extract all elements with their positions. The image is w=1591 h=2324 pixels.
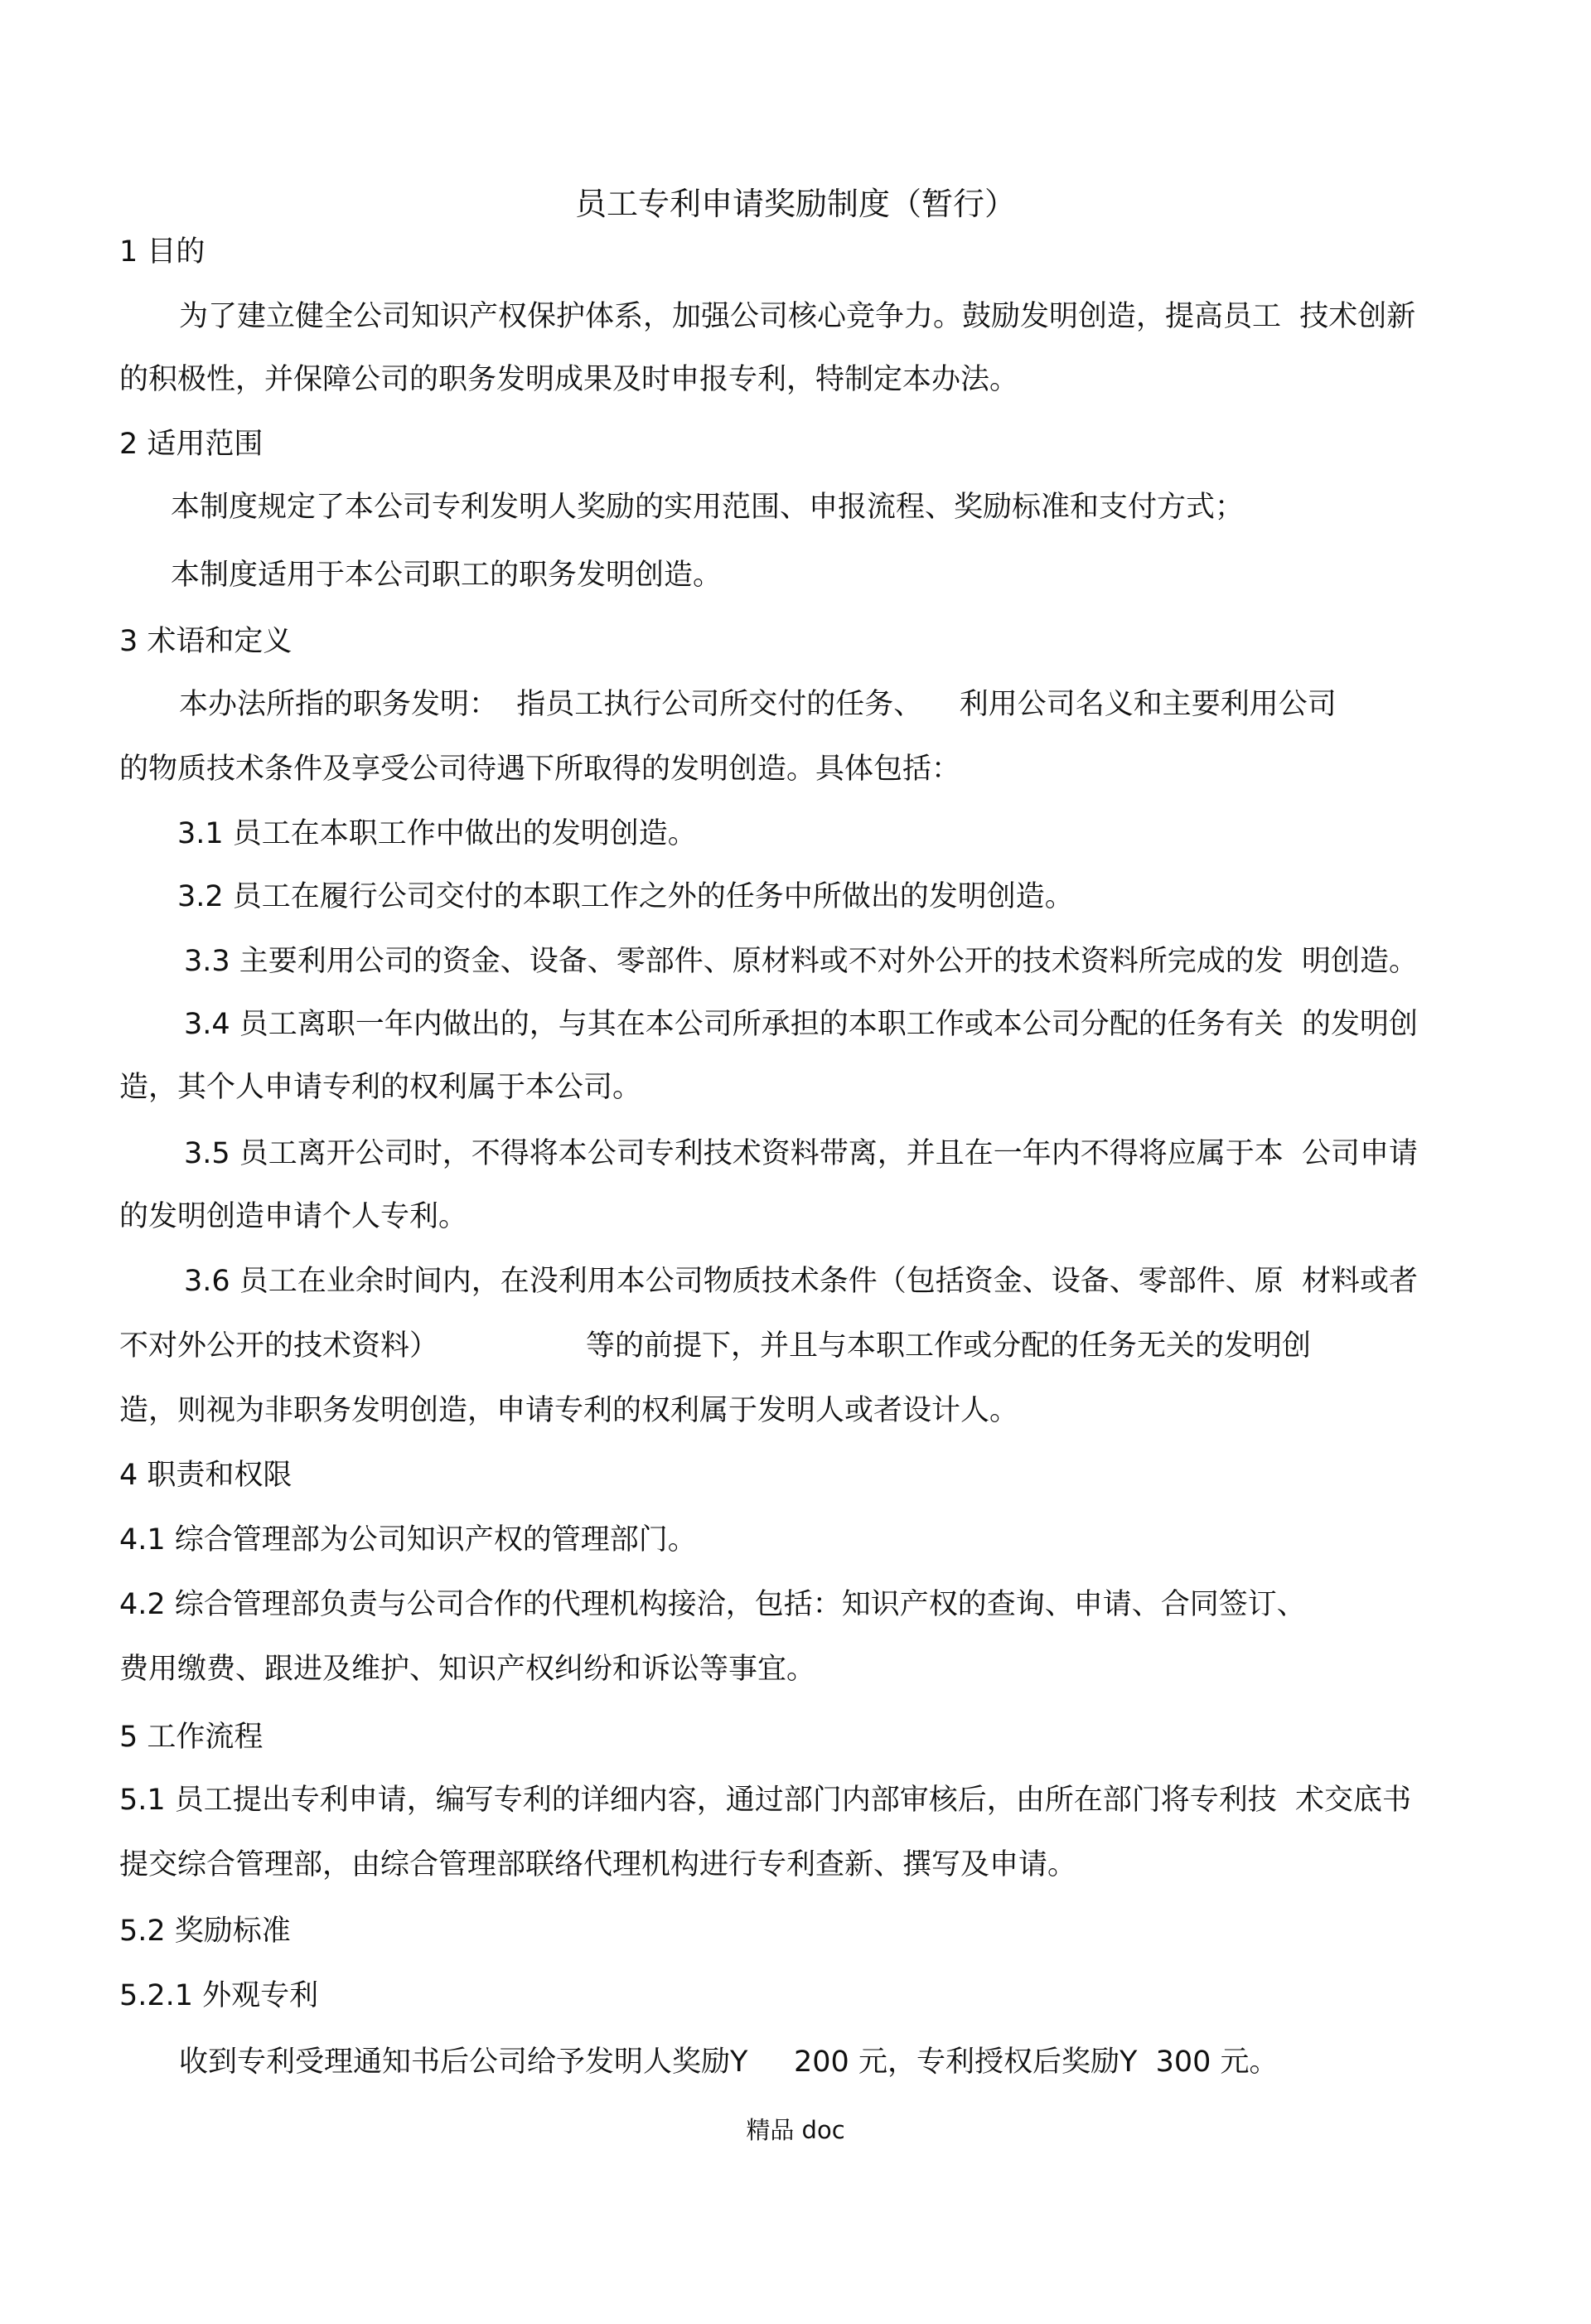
clause-3-2: 3.2 员工在履行公司交付的本职工作之外的任务中所做出的发明创造。 — [177, 880, 1074, 913]
paragraph-line: 不对外公开的技术资料） 等的前提下，并且与本职工作或分配的任务无关的发明创 — [119, 1329, 1312, 1363]
section-heading-2: 2 适用范围 — [119, 428, 264, 461]
paragraph-line: 本制度规定了本公司专利发明人奖励的实用范围、申报流程、奖励标准和支付方式； — [171, 491, 1245, 524]
section-heading-3: 3 术语和定义 — [119, 625, 293, 658]
document-title: 员工专利申请奖励制度（暂行） — [574, 186, 1016, 222]
clause-3-4: 3.4 员工离职一年内做出的，与其在本公司所承担的本职工作或本公司分配的任务有关 的发明创 — [184, 1008, 1419, 1041]
page-footer: 精品 doc — [746, 2116, 845, 2144]
paragraph-line: 的积极性，并保障公司的职务发明成果及时申报专利，特制定本办法。 — [119, 363, 1019, 396]
paragraph-line: 费用缴费、跟进及维护、知识产权纠纷和诉讼等事宜。 — [119, 1653, 816, 1686]
clause-4-1: 4.1 综合管理部为公司知识产权的管理部门。 — [119, 1523, 697, 1557]
paragraph-line: 造，其个人申请专利的权利属于本公司。 — [119, 1071, 642, 1104]
paragraph-line: 造，则视为非职务发明创造，申请专利的权利属于发明人或者设计人。 — [119, 1394, 1019, 1427]
paragraph-line: 本办法所指的职务发明： 指员工执行公司所交付的任务、 利用公司名义和主要利用公司 — [179, 688, 1337, 721]
clause-5-2-1: 5.2.1 外观专利 — [119, 1979, 319, 2012]
section-heading-1: 1 目的 — [119, 235, 206, 269]
paragraph-line: 的物质技术条件及享受公司待遇下所取得的发明创造。具体包括： — [119, 753, 961, 786]
section-heading-5: 5 工作流程 — [119, 1721, 264, 1754]
paragraph-line: 的发明创造申请个人专利。 — [119, 1200, 468, 1233]
clause-5-1: 5.1 员工提出专利申请，编写专利的详细内容，通过部门内部审核后，由所在部门将专利技 术交底书 — [119, 1784, 1412, 1817]
clause-4-2: 4.2 综合管理部负责与公司合作的代理机构接洽，包括：知识产权的查询、申请、合同签订、 — [119, 1588, 1306, 1621]
clause-3-3: 3.3 主要利用公司的资金、设备、零部件、原材料或不对外公开的技术资料所完成的发 明创造。 — [184, 945, 1419, 978]
paragraph-line: 收到专利受理通知书后公司给予发明人奖励Y 200 元，专利授权后奖励Y 300 元。 — [179, 2046, 1279, 2079]
paragraph-line: 本制度适用于本公司职工的职务发明创造。 — [171, 559, 723, 592]
clause-3-5: 3.5 员工离开公司时，不得将本公司专利技术资料带离，并且在一年内不得将应属于本 公司申请 — [184, 1137, 1419, 1170]
clause-3-6: 3.6 员工在业余时间内，在没利用本公司物质技术条件（包括资金、设备、零部件、原 材料或者 — [184, 1265, 1419, 1298]
clause-3-1: 3.1 员工在本职工作中做出的发明创造。 — [177, 817, 697, 850]
paragraph-line: 提交综合管理部，由综合管理部联络代理机构进行专利查新、撰写及申请。 — [119, 1848, 1077, 1881]
section-heading-4: 4 职责和权限 — [119, 1459, 293, 1492]
paragraph-line: 为了建立健全公司知识产权保护体系，加强公司核心竞争力。鼓励发明创造，提高员工 技术创新 — [179, 300, 1416, 333]
clause-5-2: 5.2 奖励标准 — [119, 1915, 291, 1948]
